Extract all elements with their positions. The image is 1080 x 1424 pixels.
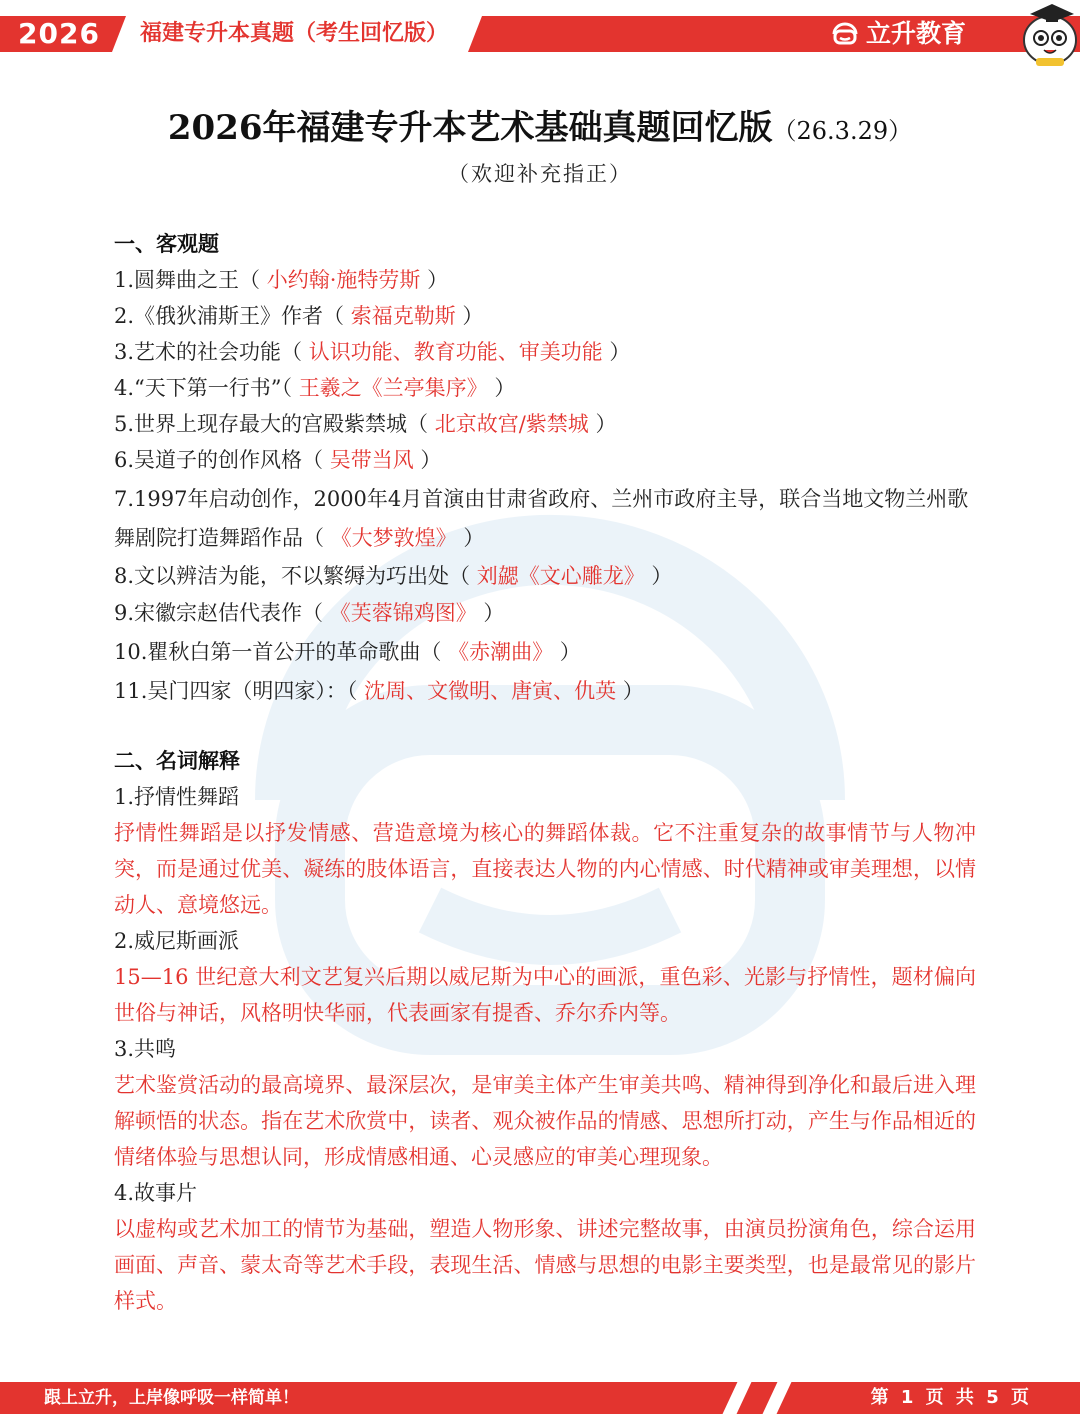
footer-slogan: 跟上立升，上岸像呼吸一样简单！ [44,1388,299,1408]
question-item [114,672,976,711]
term-definition: 以虚构或艺术加工的情节为基础，塑造人物形象、讲述完整故事，由演员扮演角色，综合运用画面、声音、蒙太奇等艺术手段，表现生活、情感与思想的电影主要类型，也是最常见的影片样式。 [114,1217,976,1313]
brand-name: 立升教育 [866,19,967,48]
question-answer: 索福克勒斯 [350,304,456,328]
term-definition: 15—16 世纪意大利文艺复兴后期以威尼斯为中心的画派，重色彩、光影与抒情性，题材偏向世俗与神话，风格明快华丽，代表画家有提香、乔尔乔内等。 [114,965,976,1025]
question-item [114,298,976,334]
question-item [114,558,976,594]
question-text: 3.艺术的社会功能（ [114,340,309,364]
page-subtitle: （欢迎补充指正） [448,162,632,186]
footer-slash [763,1382,792,1414]
term-title: 1.抒情性舞蹈 [114,785,240,809]
question-text: 10.瞿秋白第一首公开的革命歌曲（ [114,640,449,664]
brand-icon [830,21,860,47]
question-text: 1.圆舞曲之王（ [114,268,267,292]
section-heading-terms: 二、名词解释 [114,748,240,773]
question-answer: 北京故宫/紫禁城 [434,412,589,436]
question-close: ） [487,376,516,400]
header-label: 福建专升本真题（考生回忆版） [140,21,449,46]
question-answer: 《赤潮曲》 [448,640,554,664]
question-close: ） [420,268,449,292]
question-item [114,334,976,370]
mascot-icon [1016,0,1080,68]
term-definition: 艺术鉴赏活动的最高境界、最深层次，是审美主体产生审美共鸣、精神得到净化和最后进入理解顿悟的状态。指在艺术欣赏中，读者、观众被作品的情感、思想所打动，产生与作品相近的情绪体验与思想认同，形成情感相通、心灵感应的审美心理现象。 [114,1073,976,1169]
term-title: 3.共鸣 [114,1037,177,1061]
question-item [114,480,976,558]
term-definition: 抒情性舞蹈是以抒发情感、营造意境为核心的舞蹈体裁。它不注重复杂的故事情节与人物冲突，而是通过优美、凝练的肢体语言，直接表达人物的内心情感、时代精神或审美理想，以情动人、意境悠远。 [114,821,976,917]
question-close: ） [553,640,581,664]
question-item [114,594,976,633]
question-text: 7.1997年启动创作，2000年4月首演由甘肃省政府、兰州市政府主导，联合当地文物兰州歌舞剧院打造舞蹈作品（ [114,487,969,550]
question-text: 6.吴道子的创作风格（ [114,448,330,472]
page-footer [0,1382,1080,1414]
title-main: 2026年福建专升本艺术基础真题回忆版 [167,108,773,148]
question-close: ） [476,601,505,625]
question-close: ） [602,340,631,364]
question-item [114,442,976,478]
header-year: 2026 [18,17,100,50]
section-spacer [114,711,976,743]
question-close: ） [456,526,485,550]
question-close: ） [413,448,442,472]
question-answer: 《大梦敦煌》 [330,526,457,550]
term-title: 4.故事片 [114,1181,198,1205]
title-date: （26.3.29） [772,117,913,145]
brand-logo [830,16,966,52]
question-item [114,633,976,672]
document-body [114,226,976,1319]
question-answer: 刘勰《文心雕龙》 [476,564,645,588]
page-header [0,0,1080,62]
question-close: ） [616,679,644,703]
section-heading-objective: 一、客观题 [114,231,219,256]
question-answer: 小约翰·施特劳斯 [266,268,421,292]
question-answer: 认识功能、教育功能、审美功能 [308,340,603,364]
question-answer: 沈周、文徵明、唐寅、仇英 [364,679,617,703]
question-answer: 吴带当风 [329,448,414,472]
question-text: 9.宋徽宗赵佶代表作（ [114,601,330,625]
question-answer: 王羲之《兰亭集序》 [298,376,488,400]
question-text: 11.吴门四家（明四家）：（ [114,679,365,703]
term-title: 2.威尼斯画派 [114,929,240,953]
footer-slash [723,1382,752,1414]
question-text: 4.“天下第一行书”（ [114,376,299,400]
question-item [114,262,976,298]
page-title [0,100,1080,149]
question-close: ） [455,304,484,328]
question-close: ） [588,412,617,436]
question-text: 8.文以辨洁为能，不以繁缛为巧出处（ [114,564,477,588]
question-item [114,370,976,406]
question-answer: 《芙蓉锦鸡图》 [329,601,477,625]
question-text: 2.《俄狄浦斯王》作者（ [114,304,351,328]
question-close: ） [644,564,673,588]
question-item [114,406,976,442]
page-number: 第 1 页 共 5 页 [870,1387,1032,1408]
question-text: 5.世界上现存最大的宫殿紫禁城（ [114,412,435,436]
